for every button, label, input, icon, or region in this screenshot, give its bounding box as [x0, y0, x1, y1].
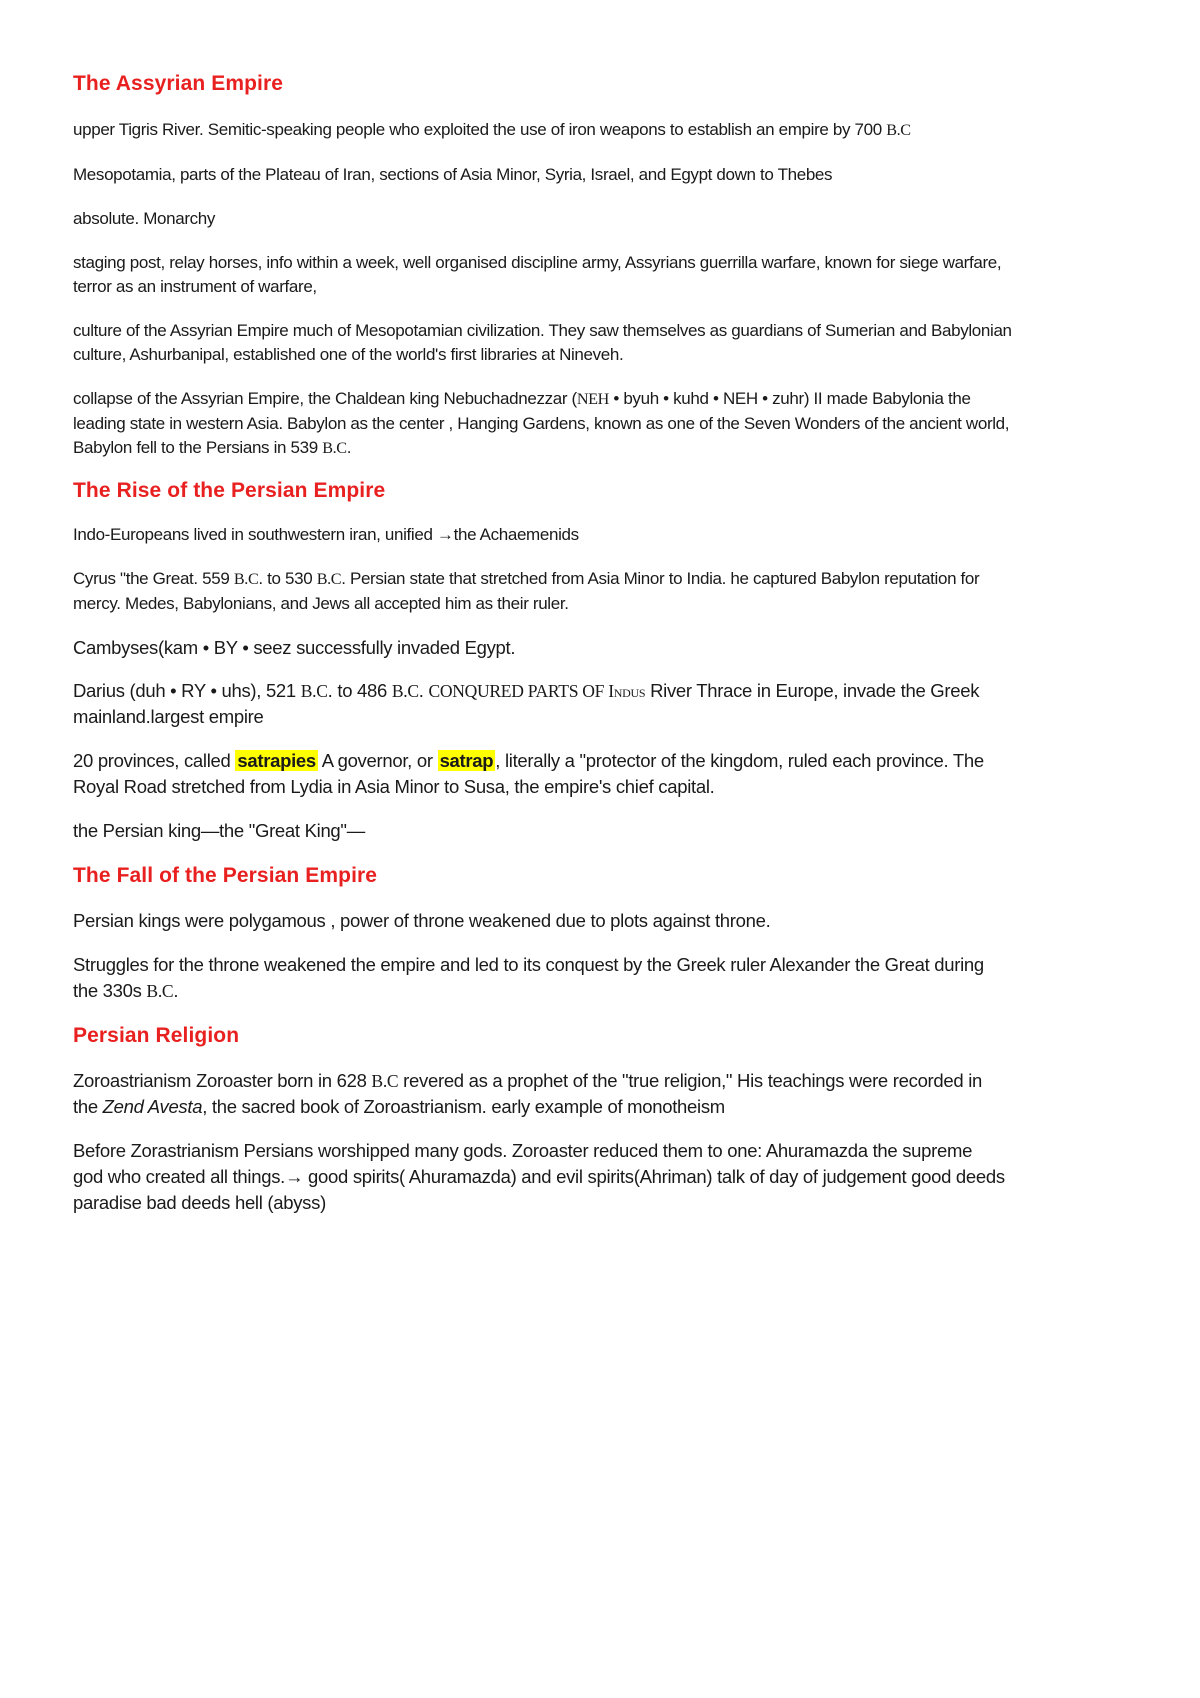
- paragraph: Indo-Europeans lived in southwestern iran, unified →the Achaemenids: [73, 525, 579, 544]
- paragraph: Darius (duh • RY • uhs), 521 B.C. to 486 B.C. CONQURED PARTS OF Indus River Thrace in Europe, invade the Greek mainland.largest empire: [73, 680, 980, 727]
- paragraph: Struggles for the throne weakened the empire and led to its conquest by the Greek ruler Alexander the Great during the 330s B.C.: [73, 954, 984, 1001]
- paragraph: culture of the Assyrian Empire much of Mesopotamian civilization. They saw themselves as guardians of Sumerian and Babylonian culture, Ashurbanipal, established one of the world's first libraries at Nineveh.: [73, 321, 1012, 364]
- highlight-satrapies: satrapies: [237, 750, 316, 771]
- paragraph: staging post, relay horses, info within a week, well organised discipline army, Assyrians guerrilla warfare, known for siege warfare, terror as an instrument of warfare,: [73, 253, 1002, 296]
- heading-persian-religion: Persian Religion: [73, 1024, 240, 1047]
- section-persian-religion: [73, 1068, 1143, 1216]
- paragraph: Persian kings were polygamous , power of throne weakened due to plots against throne.: [73, 910, 771, 931]
- section-rise-persian-empire: [73, 523, 1143, 844]
- paragraph: Zoroastrianism Zoroaster born in 628 B.C revered as a prophet of the "true religion," His teachings were recorded in the Zend Avesta, the sacred book of Zoroastrianism. early example of monotheism: [73, 1070, 983, 1117]
- heading-rise-persian-empire: The Rise of the Persian Empire: [73, 479, 386, 502]
- section-assyrian-empire: [73, 118, 1143, 461]
- section-fall-persian-empire: [73, 908, 1143, 1004]
- heading-fall-persian-empire: The Fall of the Persian Empire: [73, 864, 378, 887]
- paragraph: the Persian king—the "Great King"—: [73, 820, 365, 841]
- paragraph: Before Zorastrianism Persians worshipped many gods. Zoroaster reduced them to one: Ahuramazda the supreme god who created all things.→ good spirits( Ahuramazda) and evil spirits(Ahriman) talk of day of judgement good deeds paradise bad deeds hell (abyss): [73, 1140, 1005, 1213]
- paragraph: upper Tigris River. Semitic-speaking people who exploited the use of iron weapons to establish an empire by 700 B.C: [73, 120, 911, 139]
- document-body: [73, 72, 1143, 1216]
- paragraph: 20 provinces, called satrapies A governor, or satrap , literally a "protector of the kingdom, ruled each province. The Royal Road stretched from Lydia in Asia Minor to Susa, the empire's chief capital.: [73, 750, 984, 797]
- heading-assyrian-empire: The Assyrian Empire: [73, 72, 284, 95]
- paragraph: collapse of the Assyrian Empire, the Chaldean king Nebuchadnezzar (NEH • byuh • kuhd • NEH • zuhr) II made Babylonia the leading state in western Asia. Babylon as the center , Hanging Gardens, known as one of the Seven Wonders of the ancient world, Babylon fell to the Persians in 539 B.C.: [73, 389, 1010, 457]
- paragraph: Cambyses(kam • BY • seez successfully invaded Egypt.: [73, 637, 516, 658]
- paragraph: Mesopotamia, parts of the Plateau of Iran, sections of Asia Minor, Syria, Israel, and Egypt down to Thebes: [73, 165, 833, 184]
- paragraph: Cyrus "the Great. 559 B.C. to 530 B.C. Persian state that stretched from Asia Minor to India. he captured Babylon reputation for mercy. Medes, Babylonians, and Jews all accepted him as their ruler.: [73, 569, 980, 613]
- paragraph: absolute. Monarchy: [73, 209, 216, 228]
- highlight-satrap: satrap: [439, 750, 494, 771]
